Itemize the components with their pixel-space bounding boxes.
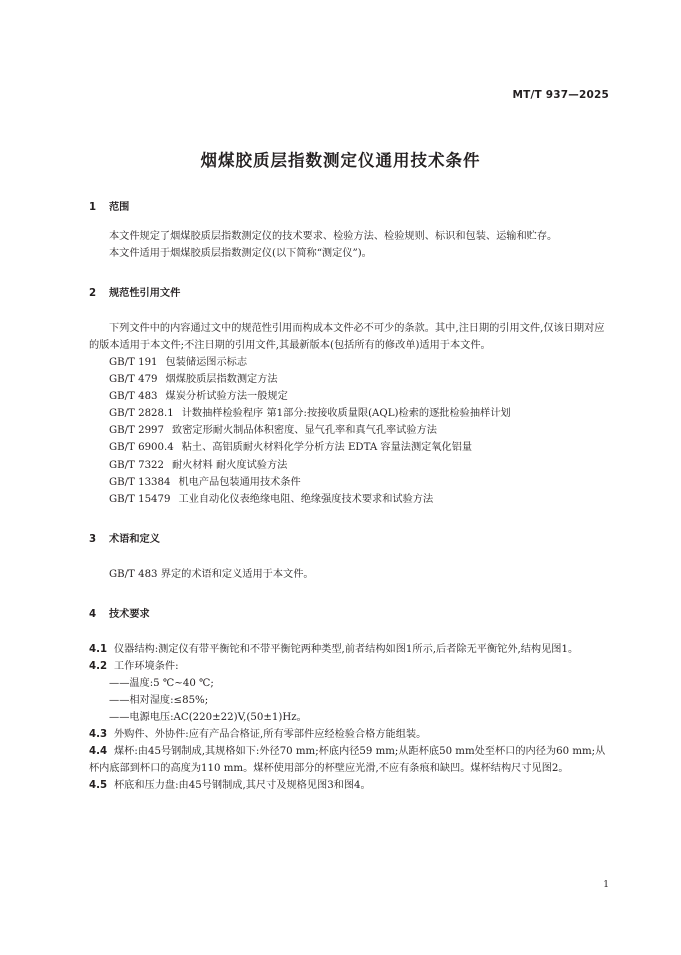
document-body (89, 199, 610, 794)
section-heading-technical-requirements (89, 606, 610, 623)
reference-code: GB/T 2997 (109, 425, 165, 437)
reference-code: GB/T 13384 (109, 476, 171, 488)
reference-item (89, 422, 610, 439)
document-title: 烟煤胶质层指数测定仪通用技术条件 (200, 151, 481, 170)
clause-text: 工作环境条件: (114, 660, 179, 672)
reference-item (89, 491, 610, 508)
condition-item: ——电源电压:AC(220±22)V,(50±1)Hz。 (109, 711, 307, 723)
condition-item: ——相对湿度:≤85%; (109, 694, 209, 706)
clause-text: 煤杯:由45号钢制成,其规格如下:外径70 mm;杯底内径59 mm;从距杯底50 mm处至杯口的内径为60 mm;从杯内底部到杯口的高度为110 mm。煤杯使用部分的杯壁应光滑,不应有条痕和缺凹。煤杯结构尺寸见图2。 (89, 745, 606, 774)
reference-code: GB/T 483 (109, 391, 158, 403)
reference-code: GB/T 191 (109, 357, 158, 368)
clause-text: 外购件、外协件:应有产品合格证,所有零部件应经检验合格方能组装。 (114, 728, 427, 740)
clause-text: 仪器结构:测定仪有带平衡铊和不带平衡铊两种类型,前者结构如图1所示,后者除无平衡铊外,结构见图1。 (114, 643, 579, 655)
section-number: 2 (89, 288, 97, 299)
paragraph: 本文件规定了烟煤胶质层指数测定仪的技术要求、检验方法、检验规则、标识和包装、运输和贮存。 (109, 231, 558, 242)
reference-code: GB/T 7322 (109, 459, 165, 471)
reference-code: GB/T 6900.4 (109, 442, 174, 454)
clause-item (89, 777, 610, 794)
clause-number: 4.3 (89, 728, 108, 740)
reference-code: GB/T 15479 (109, 493, 171, 505)
condition-item: ——温度:5 ℃~40 ℃; (109, 677, 214, 689)
reference-item (89, 405, 610, 422)
paragraph: GB/T 483 界定的术语和定义适用于本文件。 (109, 568, 314, 580)
clause-item (89, 743, 610, 777)
reference-title: 煤炭分析试验方法一般规定 (165, 391, 288, 403)
clause-item (89, 726, 610, 743)
reference-code: GB/T 479 (109, 374, 158, 386)
section-title: 技术要求 (109, 608, 150, 620)
reference-item (89, 388, 610, 405)
section-title: 术语和定义 (109, 533, 160, 545)
page-number: 1 (603, 880, 609, 890)
reference-title: 烟煤胶质层指数测定方法 (165, 374, 278, 386)
reference-item (89, 474, 610, 491)
section-number: 3 (89, 533, 97, 545)
reference-item (89, 457, 610, 474)
section-number: 1 (89, 202, 97, 213)
clause-number: 4.5 (89, 779, 108, 791)
clause-number: 4.1 (89, 643, 108, 655)
reference-title: 计数抽样检验程序 第1部分:按接收质量限(AQL)检索的逐批检验抽样计划 (181, 408, 511, 420)
clause-item (89, 658, 610, 675)
reference-title: 致密定形耐火制品体积密度、显气孔率和真气孔率试验方法 (172, 425, 437, 437)
reference-title: 包装储运图示标志 (165, 357, 248, 368)
reference-title: 机电产品包装通用技术条件 (178, 476, 301, 488)
section-heading-normative-references (89, 285, 610, 302)
clause-number: 4.4 (89, 745, 108, 757)
reference-item (89, 354, 610, 371)
reference-title: 耐火材料 耐火度试验方法 (172, 459, 288, 471)
section-number: 4 (89, 608, 97, 620)
section-title: 规范性引用文件 (109, 288, 181, 299)
standard-code: MT/T 937—2025 (512, 89, 609, 101)
paragraph: 本文件适用于烟煤胶质层指数测定仪(以下简称“测定仪”)。 (109, 248, 372, 259)
reference-item (89, 371, 610, 388)
clause-number: 4.2 (89, 660, 108, 672)
reference-item (89, 439, 610, 456)
clause-item (89, 641, 610, 658)
clause-text: 杯底和压力盘:由45号钢制成,其尺寸及规格见图3和图4。 (114, 779, 371, 791)
section-heading-terms (89, 531, 610, 548)
section-title: 范围 (109, 202, 130, 213)
reference-title: 工业自动化仪表绝缘电阻、绝缘强度技术要求和试验方法 (178, 493, 434, 505)
paragraph: 下列文件中的内容通过文中的规范性引用而构成本文件必不可少的条款。其中,注日期的引用文件,仅该日期对应的版本适用于本文件;不注日期的引用文件,其最新版本(包括所有的修改单)适用于本文件。 (89, 323, 605, 351)
reference-code: GB/T 2828.1 (109, 408, 174, 420)
section-heading-scope (89, 199, 610, 216)
reference-title: 粘土、高铝质耐火材料化学分析方法 EDTA 容量法测定氧化铝量 (181, 442, 473, 454)
